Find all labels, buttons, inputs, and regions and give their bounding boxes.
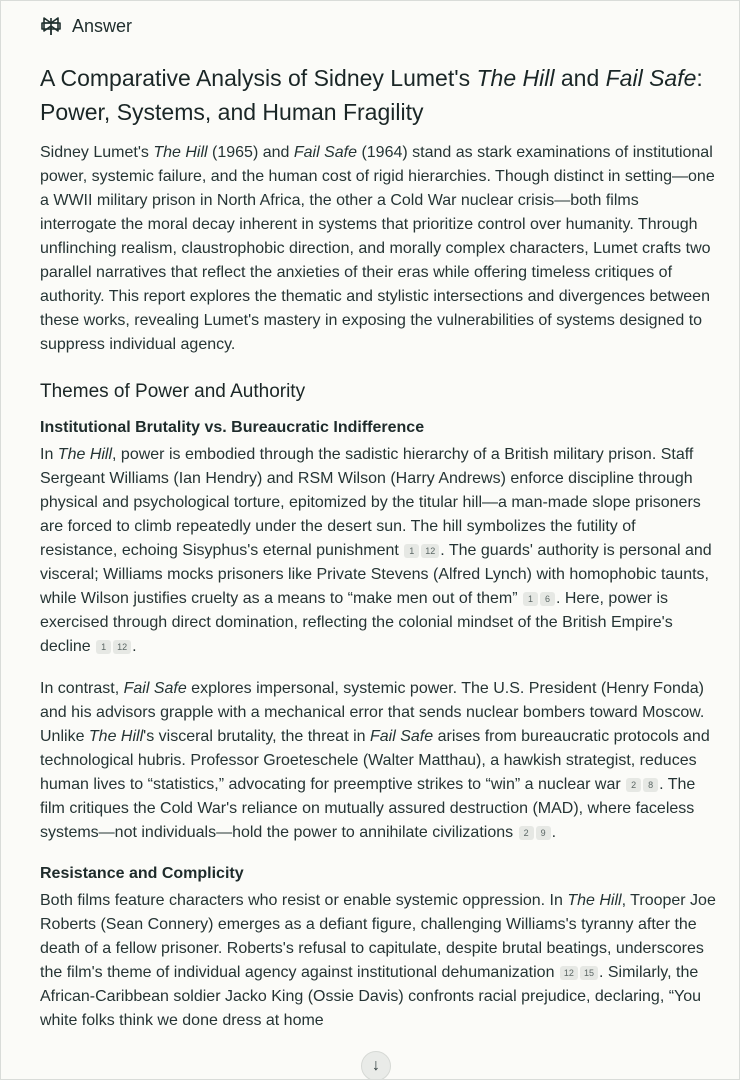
subheading-resistance: Resistance and Complicity [40,865,244,882]
page-title: A Comparative Analysis of Sidney Lumet's The Hill and Fail Safe: Power, Systems, and Human Fragility [40,65,703,125]
paragraph-the-hill-power: In The Hill, power is embodied through the sadistic hierarchy of a British military prison. Staff Sergeant Williams (Ian Hendry) and RSM Wilson (Harry Andrews) enforce discipline through physical and psychological torture, epitomized by the titular hill—a man-made slope prisoners are forced to climb repeatedly under the desert sun. The hill symbolizes the futility of resistance, echoing Sisyphus's eternal punishment 1 12 . The guards' authority is personal and visceral; Williams mocks prisoners like Private Stevens (Alfred Lynch) with homophobic taunts, while Wilson justifies cruelty as a means to “make men out of them” 1 6 . Here, power is exercised through direct domination, reflecting the colonial mindset of the British Empire's decline 1 12 . [40,446,712,655]
paragraph-resistance: Both films feature characters who resist or enable systemic oppression. In The Hill, Trooper Joe Roberts (Sean Connery) emerges as a defiant figure, challenging Williams's tyranny after the death of a fellow prisoner. Roberts's refusal to capitulate, despite brutal beatings, underscores the film's theme of individual agency against institutional dehumanization 12 15 . Similarly, the African-Caribbean soldier Jacko King (Ossie Davis) confronts racial prejudice, declaring, “You white folks think we done dress at home [40,892,716,1029]
citation-badge[interactable]: 1 [404,544,419,558]
perplexity-logo-icon [40,15,62,37]
answer-header [40,13,132,39]
citation-badge[interactable]: 15 [580,966,598,980]
section-heading-power: Themes of Power and Authority [40,381,306,402]
arrow-down-icon: ↓ [372,1057,380,1074]
citation-badge[interactable]: 1 [523,592,538,606]
citation-badge[interactable]: 8 [643,778,658,792]
citation-badge[interactable]: 12 [421,544,439,558]
citation-badge[interactable]: 9 [536,826,551,840]
subheading-brutality: Institutional Brutality vs. Bureaucratic Indifference [40,419,425,436]
citation-badge[interactable]: 6 [540,592,555,606]
citation-badge[interactable]: 2 [519,826,534,840]
citation-badge[interactable]: 1 [96,640,111,654]
citation-badge[interactable]: 2 [626,778,641,792]
answer-label: Answer [72,15,133,36]
answer-content [40,61,716,1051]
citation-badge[interactable]: 12 [113,640,131,654]
scroll-to-bottom-button[interactable] [361,1051,391,1080]
intro-paragraph: Sidney Lumet's The Hill (1965) and Fail Safe (1964) stand as stark examinations of institutional power, systemic failure, and the human cost of rigid hierarchies. Though distinct in setting—one a WWII military prison in North Africa, the other a Cold War nuclear crisis—both films interrogate the moral decay inherent in systems that prioritize control over humanity. Through unflinching realism, claustrophobic direction, and morally complex characters, Lumet crafts two parallel narratives that reflect the anxieties of their eras while offering timeless critiques of authority. This report explores the thematic and stylistic intersections and divergences between these works, revealing Lumet's mastery in exposing the vulnerabilities of systems designed to suppress individual agency. [40,144,715,353]
paragraph-fail-safe-power: In contrast, Fail Safe explores impersonal, systemic power. The U.S. President (Henry Fonda) and his advisors grapple with a mechanical error that sends nuclear bombers toward Moscow. Unlike The Hill's visceral brutality, the threat in Fail Safe arises from bureaucratic protocols and technological hubris. Professor Groeteschele (Walter Matthau), a hawkish strategist, reduces human lives to “statistics,” advocating for preemptive strikes to “win” a nuclear war 2 8 . The film critiques the Cold War's reliance on mutually assured destruction (MAD), where faceless systems—not individuals—hold the power to annihilate civilizations 2 9 . [40,680,710,841]
citation-badge[interactable]: 12 [560,966,578,980]
